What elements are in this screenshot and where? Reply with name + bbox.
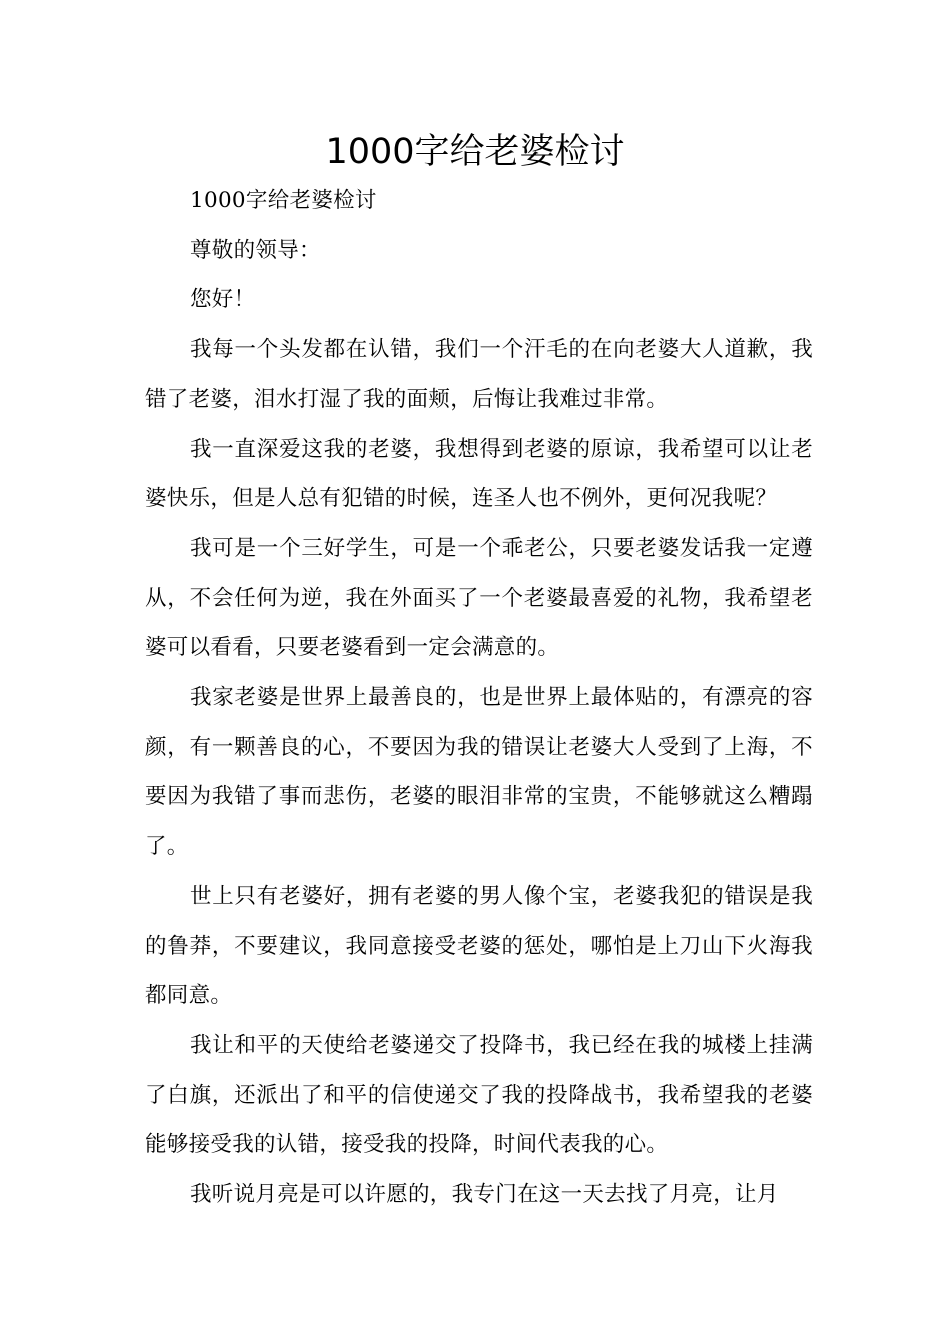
paragraph-truncated: 我听说月亮是可以许愿的，我专门在这一天去找了月亮，让月 <box>190 1182 779 1208</box>
paragraph: 我每一个头发都在认错，我们一个汗毛的在向老婆大人道歉，我错了老婆，泪水打湿了我的面颊，后悔让我难过非常。 <box>145 337 813 412</box>
paragraph-greeting: 您好！ <box>190 287 256 313</box>
paragraph: 我可是一个三好学生，可是一个乖老公，只要老婆发话我一定遵从，不会任何为逆，我在外面买了一个老婆最喜爱的礼物，我希望老婆可以看看，只要老婆看到一定会满意的。 <box>145 535 813 661</box>
paragraph: 世上只有老婆好，拥有老婆的男人像个宝，老婆我犯的错误是我的鲁莽，不要建议，我同意接受老婆的惩处，哪怕是上刀山下火海我都同意。 <box>145 883 813 1009</box>
paragraph-salutation: 尊敬的领导： <box>190 237 321 263</box>
paragraph: 我家老婆是世界上最善良的，也是世界上最体贴的，有漂亮的容颜，有一颗善良的心，不要因为我的错误让老婆大人受到了上海，不要因为我错了事而悲伤，老婆的眼泪非常的宝贵，不能够就这么糟蹋了。 <box>145 685 813 860</box>
paragraph: 我让和平的天使给老婆递交了投降书，我已经在我的城楼上挂满了白旗，还派出了和平的信使递交了我的投降战书，我希望我的老婆能够接受我的认错，接受我的投降，时间代表我的心。 <box>145 1032 813 1158</box>
document-body <box>145 176 813 1220</box>
paragraph-subtitle: 1000字给老婆检讨 <box>190 188 377 213</box>
paragraph: 我一直深爱这我的老婆，我想得到老婆的原谅，我希望可以让老婆快乐，但是人总有犯错的时候，连圣人也不例外，更何况我呢？ <box>145 436 813 512</box>
document-title: 1000字给老婆检讨 <box>325 132 625 172</box>
